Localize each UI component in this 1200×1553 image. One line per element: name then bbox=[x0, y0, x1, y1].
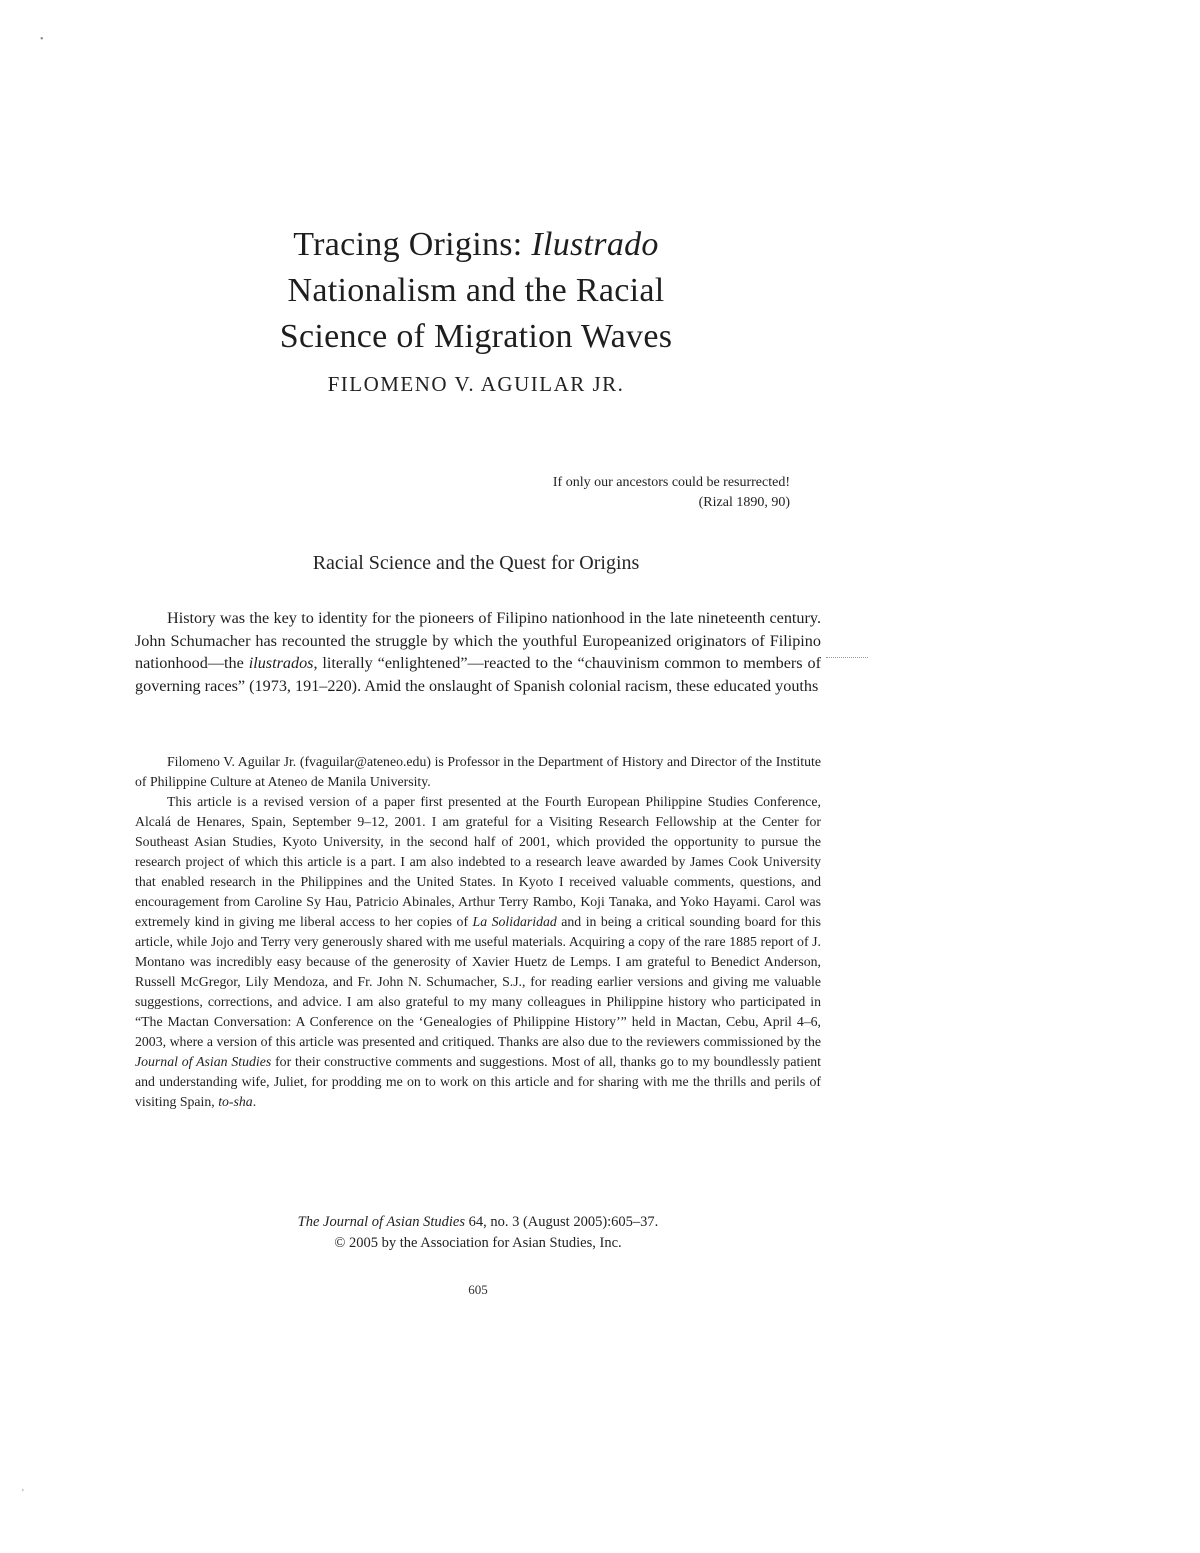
title-line-1-prefix: Tracing Origins: bbox=[293, 226, 532, 263]
epigraph bbox=[370, 473, 790, 513]
section-heading: Racial Science and the Quest for Origins bbox=[312, 552, 640, 574]
ack-italic-2: Journal of Asian Studies bbox=[135, 1054, 272, 1069]
journal-volume-pages: 64, no. 3 (August 2005):605–37. bbox=[464, 1214, 659, 1230]
acknowledgements bbox=[135, 792, 821, 1112]
ack-text-2: and in being a critical sounding board for this article, while Jojo and Terry very generously shared with me useful materials. Acquiring a copy of the rare 1885 report of J. Montano was incredibly easy because of the generosity of Xavier Huetz de Lemps. I am grateful to Benedict Anderson, Russell McGregor, Lily Mendoza, and Fr. John N. Schumacher, S.J., for reading earlier versions and giving me valuable suggestions, corrections, and advice. I am also grateful to my many colleagues in Philippine history who participated in “The Mactan Conversation: A Conference on the ‘Genealogies of Philippine History’” held in Mactan, Cebu, April 4–6, 2003, where a version of this article was presented and critiqued. Thanks are also due to the reviewers commissioned by the bbox=[135, 914, 821, 1049]
author-name: FILOMENO V. AGUILAR JR. bbox=[327, 372, 625, 396]
title-line-1-italic: Ilustrado bbox=[531, 226, 659, 263]
ack-italic-1: La Solidaridad bbox=[472, 914, 557, 929]
ack-text-1: This article is a revised version of a paper first presented at the Fourth European Philippine Studies Conference, Alcalá de Henares, Spain, September 9–12, 2001. I am grateful for a Visiting Research Fellowship at the Center for Southeast Asian Studies, Kyoto University, in the second half of 2001, which provided the opportunity to pursue the research project of which this article is a part. I am also indebted to a research leave awarded by James Cook University that enabled research in the Philippines and the United States. In Kyoto I received valuable comments, questions, and encouragement from Caroline Sy Hau, Patricio Abinales, Arthur Terry Rambo, Koji Tanaka, and Yoko Hayami. Carol was extremely kind in giving me liberal access to her copies of bbox=[135, 794, 821, 929]
journal-citation-line bbox=[135, 1212, 821, 1233]
ack-text-3: for their constructive comments and suggestions. Most of all, thanks go to my boundlessly patient and understanding wife, Juliet, for prodding me on to work on this article and for sharing with me the thrills and perils of visiting Spain, bbox=[135, 1054, 821, 1109]
scan-artifact-mark: • bbox=[40, 34, 44, 45]
epigraph-citation: (Rizal 1890, 90) bbox=[698, 495, 790, 510]
scan-artifact-mark-bottom: ' bbox=[22, 1488, 24, 1499]
body-paragraph bbox=[135, 607, 821, 697]
journal-citation bbox=[135, 1212, 821, 1254]
ack-italic-3: to-sha bbox=[218, 1094, 253, 1109]
body-text-part-2: , literally “enlightened”—reacted to the “chauvinism common to members of governing races” (1973, 191–220). Amid the onslaught of Spanish colonial racism, these educated youths bbox=[135, 654, 821, 695]
epigraph-quote: If only our ancestors could be resurrected! bbox=[552, 475, 790, 490]
title-line-1 bbox=[200, 222, 752, 268]
copyright-line: © 2005 by the Association for Asian Studies, Inc. bbox=[334, 1235, 622, 1251]
scan-dotted-mark bbox=[826, 657, 868, 658]
author-note: Filomeno V. Aguilar Jr. (fvaguilar@ateneo.edu) is Professor in the Department of History and Director of the Institute of Philippine Culture at Ateneo de Manila University. bbox=[135, 754, 821, 789]
title-line-3: Science of Migration Waves bbox=[279, 318, 673, 355]
title-line-2: Nationalism and the Racial bbox=[287, 272, 665, 309]
footnotes bbox=[135, 752, 821, 1112]
page-number: 605 bbox=[468, 1282, 488, 1297]
body-text-italic-term: ilustrados bbox=[248, 654, 314, 673]
ack-text-4: . bbox=[252, 1094, 257, 1109]
article-title bbox=[200, 222, 752, 360]
body-text-part-1: History was the key to identity for the pioneers of Filipino nationhood in the late nineteenth century. John Schumacher has recounted the struggle by which the youthful Europeanized originators of Filipino nationhood—the bbox=[135, 609, 821, 673]
journal-name: The Journal of Asian Studies bbox=[297, 1214, 465, 1230]
